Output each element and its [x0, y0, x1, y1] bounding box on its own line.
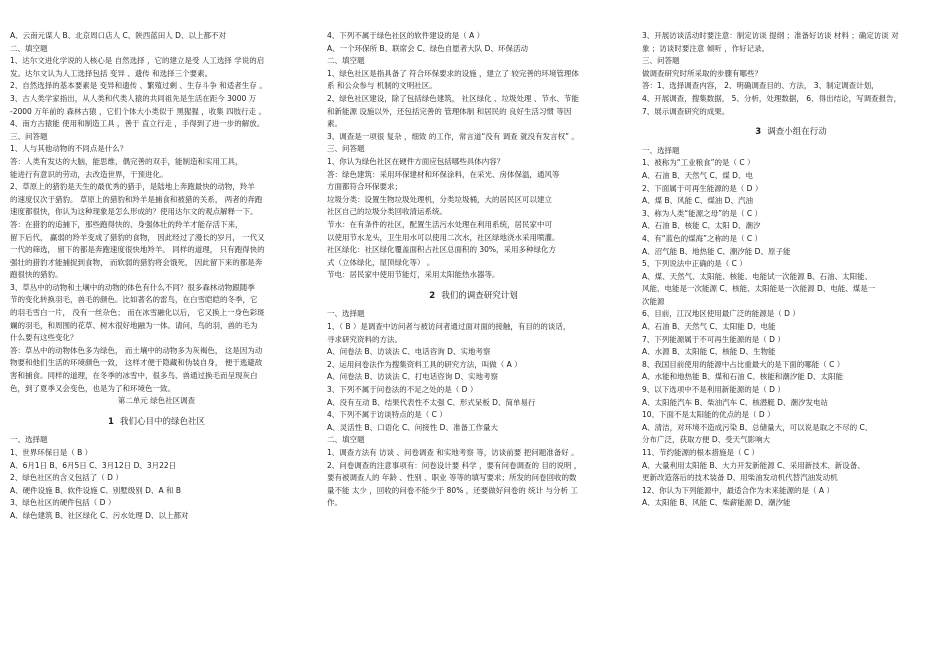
text-line: 3、开展访谈活动时要注意：制定访谈 提纲 ；准备好访谈 材料 ；确定访谈 对 [642, 31, 899, 40]
text-line: 象 ；访谈时要注意 倾听 ，作好记录。 [642, 43, 770, 53]
text-line: 1、世界环保日是（ B ） [10, 448, 93, 457]
text-line: 答：草丛中的动物体色多为绿色， 而土壤中的动物多为灰褐色， 这是因为动 [10, 345, 263, 355]
text-line: A、煤 B、风能 C、煤油 D、汽油 [642, 196, 753, 206]
text-line: 3、调查是一项很 复杂 ，细致 的工作，常言道“没有 调查 就没有发言权” 。 [327, 131, 579, 141]
text-line: A、6月1日 B、6月5日 C、3月12日 D、3月22日 [10, 460, 177, 470]
text-line: 6、目前，江汉地区使用最广泛的能源是（ D ） [642, 309, 800, 319]
text-line: 以使用节水龙头，卫生用水可以使用二次水，社区绿地浇水采用喷灌。 [327, 232, 560, 242]
section-title [327, 290, 620, 303]
text-line: 做调查研究时所采取的步骤有哪些？ [642, 68, 762, 78]
text-line: 节电：居民家中使用节能灯，采用太阳能热水器等。 [327, 270, 500, 280]
text-line: 节水：在有条件的社区，配置生活污水处理在利用系统，居民家中可 [327, 219, 552, 229]
text-line: A、一个环保所 B、联席会 C、绿色自愿者大队 D、环保活动 [327, 43, 528, 53]
text-line: 答：1、选择调查内容， 2、明确调查目的、方法， 3、制定调查计划， [642, 81, 879, 91]
text-line: A、水能和地热能 B、煤和石油 C、核能和潮汐能 D、太阳能 [642, 372, 843, 382]
text-line: 2、问卷调查的注意事项有：问卷设计要 科学 ，要有问卷调查的 目的说明 ， [327, 460, 582, 470]
text-line: 二、填空题 [327, 435, 365, 445]
text-line: 社区自己的垃圾分类回收清运系统。 [327, 207, 447, 217]
text-line: 垃圾分类：设置生物垃圾处理机，分类垃圾桶，大的居民区可以建立 [327, 194, 552, 204]
text-line: 8、我国目前使用的能源中占比重最大的是下面的哪能（ C ） [642, 359, 845, 369]
text-line: 1、达尔文进化学说的人核心是 自然选择 ，它的建立是受 人工选择 学说的启 [10, 56, 265, 66]
text-line: 三、问答题 [327, 144, 365, 154]
text-line: 一代的筛选， 留下的都是奔跑速度很快地羚羊。 同样的道理， 只有跑得快的 [10, 245, 265, 255]
text-line: A、硬件设施 B、软件设施 C、别墅级别 D、A 和 B [10, 485, 181, 495]
text-line: A、水源 B、太阳能 C、核能 D、生物能 [642, 347, 776, 357]
text-line: 1、（ B ）是调查中访问者与被访问者通过面对面的接触，有目的的谈话， [327, 322, 571, 332]
text-line: 作。 [327, 498, 342, 508]
text-line: 2、草原上的猎豹是天生的最优秀的猎手，是陆地上奔跑最快的动物，羚羊 [10, 182, 255, 192]
unit-heading: 第二单元 绿色社区调查 [117, 396, 196, 406]
text-line: 3、绿色社区的硬件包括（ D ） [10, 498, 116, 508]
column-middle [327, 30, 620, 510]
text-line: A、太阳能 B、风能 C、柴薪能源 D、潮汐能 [642, 498, 791, 508]
text-line: 1、被称为“工业粮食”的是（ C ） [642, 158, 755, 168]
text-line: 更新改造落后的技术装备 D、用柴油发动机代替汽油发动机 [642, 473, 838, 483]
section-title-text: 我们的调查研究计划 [441, 290, 518, 301]
text-line: 和新能源 设施以外，还包括完善的 管理体制 和居民的 良好生活习惯 等因 [327, 106, 572, 116]
text-line: 寻求研究资料的方法。 [327, 334, 402, 344]
text-line: 4、南方古猿能 使用和制造工具 ，善于 直立行走 ，手得到了进一步的解放。 [10, 119, 265, 129]
text-line: 三、问答题 [642, 56, 680, 66]
text-line: 3、下列不属于问卷法的不足之处的是（ D ） [327, 385, 478, 395]
text-line: 二、填空题 [327, 56, 365, 66]
text-line: 害和捕食。同样的道理，在冬季的冰雪中，很多鸟、兽通过换毛而呈现灰白 [10, 371, 258, 381]
text-line: 三、问答题 [10, 131, 48, 141]
text-line: 12、你认为下列能源中，最适合作为未来能源的是（ A ） [642, 485, 834, 495]
text-line: 方面都符合环保要求； [327, 182, 402, 192]
section-title-text: 我们心目中的绿色社区 [119, 416, 205, 427]
column-right [642, 30, 940, 510]
text-line: 的羽毛雪白一片， 没有一丝杂色； 而在冰雪融化以后， 它又换上一身色彩斑 [10, 308, 265, 318]
text-line: A、石油 B、天然气 C、煤 D、电 [642, 170, 753, 180]
text-line: 5、下列说法中正确的是（ C ） [642, 259, 747, 269]
text-line: 能进行有意识的劳动，去改造世界，干预进化。 [10, 169, 168, 179]
text-line: 2、绿色社区的含义包括了（ D ） [10, 473, 123, 483]
text-line: 4、开展调查，搜集数据， 5、分析，处理数据， 6、得出结论，写调查报告， [642, 93, 902, 103]
text-line: 2、自然选择的基本要素是 变异和遗传 、繁殖过剩 、生存斗争 和适者生存 。 [10, 81, 267, 91]
text-line: 1、你认为绿色社区在硬件方面应包括哪些具体内容？ [327, 156, 505, 166]
text-line: 素。 [327, 119, 342, 129]
text-line: 速度都很快，你认为这种现象是怎么形成的？使用达尔文的观点解释一下。 [10, 207, 258, 217]
text-line: 4、有“蓝色的煤海”之称的是（ C ） [642, 233, 763, 243]
text-line: 发。达尔文认为人工选择包括 变异 、遗传 和选择三个要素。 [10, 68, 213, 78]
text-line: 1、绿色社区是指具备了 符合环保要求的设施 ，建立了 较完善的环境管理体 [327, 68, 579, 78]
text-line: 一、选择题 [10, 435, 48, 445]
text-line: A、石油 B、核能 C、太阳 D、潮汐 [642, 221, 761, 231]
text-line: 答：绿色建筑：采用环保建材和环保涂料，在采光、房体保温，通风等 [327, 169, 560, 179]
text-line: A、石油 B、天然气 C、太阳能 D、电能 [642, 322, 776, 332]
text-line: 节的变化转换羽毛，兽毛的颜色。比如著名的雷鸟，在白雪皑皑的冬季，它 [10, 295, 258, 305]
text-line: 分布广泛，获取方便 D、受天气影响大 [642, 435, 771, 445]
text-line: 式（立体绿化，屋顶绿化等） 。 [327, 257, 435, 267]
text-line: 3、古人类学家指出，从人类和代类人猿的共同祖先是生活在距今 3000 万 [10, 93, 257, 103]
text-line: 二、填空题 [10, 43, 48, 53]
text-line: A、问卷法 B、访谈法 C、打电话咨询 D、实地考察 [327, 372, 498, 382]
text-line: A、煤、天然气、太阳能、核能、电能试一次能源 B、石油、太阳能、 [642, 271, 873, 281]
text-line: 4、下列不属于访谈特点的是（ C ） [327, 410, 447, 420]
section-number: 2 [429, 290, 436, 301]
section-title [642, 126, 940, 139]
text-line: A、没有互动 B、结果代表性不太强 C、形式呆板 D、简单易行 [327, 397, 536, 407]
text-line: 10、下面不是太阳能的优点的是（ D ） [642, 410, 775, 420]
text-line: 量不能 太少 ，回收的问卷不能少于 80% ，还要做好问卷的 统计 与分析 工 [327, 485, 578, 495]
text-line: 一、选择题 [642, 145, 680, 155]
text-line: 答：人类有发达的大脑，能思维，偶完善的双手，能制造和实用工具， [10, 156, 243, 166]
text-line: 7、下列能源属于不可再生能源的是（ D ） [642, 334, 785, 344]
text-line: 9、以下选项中不是利用新能源的是（ D ） [642, 385, 785, 395]
text-line: A、清洁，对环境不造成污染 B、总储量大，可以说是取之不尽的 C、 [642, 422, 873, 432]
text-line: 跑很快的猎豹。 [10, 270, 63, 280]
text-line: 1、人与其他动物的不同点是什么？ [10, 144, 128, 154]
text-line: 物要和他们生活的环境颜色一致， 这样才便于隐藏和伪装自身， 便于逃避敌 [10, 358, 263, 368]
section-title [10, 416, 303, 429]
text-line: 2、运用问卷法作为搜集资料工具的研究方法，叫做（ A ） [327, 359, 522, 369]
text-line: 系 和公众参与 机制的文明社区。 [327, 81, 437, 91]
text-line: A、大量利用太阳能 B、大力开发新能源 C、采用新技术、新设备、 [642, 460, 865, 470]
text-line: A、绿色建筑 B、社区绿化 C、污水处理 D、以上都对 [10, 510, 189, 520]
text-line: 答：在猎豹的追捕下，那些跑得快的、身强体壮的羚羊才能存活下来， [10, 219, 243, 229]
text-line: 1、调查方法有 访谈 、问卷调查 和实地考察 等，访谈前要 把问题准备好 。 [327, 448, 579, 457]
text-line: 次能源 [642, 296, 665, 306]
text-line: A、太阳能汽车 B、柴油汽车 C、核潜艇 D、潮汐发电站 [642, 397, 828, 407]
text-line: 留下后代， 赢弱的羚羊变成了猎豹的食物， 因此经过了漫长的岁月， 一代又 [10, 232, 265, 242]
text-line: 4、下列不属于绿色社区的软件建设的是（ A ） [327, 31, 485, 40]
text-line: 11、节约能源的根本措施是（ C ） [642, 448, 760, 457]
text-line: 社区绿化：社区绿化覆盖面积占社区总面积的 30%，采用多种绿化方 [327, 245, 557, 255]
text-line: 一、选择题 [327, 309, 365, 319]
column-left [10, 30, 303, 523]
text-line: 风能、电能是一次能源 C、核能、太阳能是一次能源 D、电能、煤是一 [642, 284, 876, 294]
text-line: A、云南元谋人 B、北京周口店人 C、陕西蓝田人 D、以上都不对 [10, 31, 226, 40]
text-line: A、灵活性 B、口语化 C、问接性 D、准备工作量大 [327, 422, 498, 432]
section-title-text: 调查小组在行动 [767, 127, 827, 138]
text-line: 3、草丛中的动物和土壤中的动物的体色有什么不同？很多森林动物跟随季 [10, 282, 255, 292]
text-line: 斓的羽毛，和周围的花草、树木很好地融为一体。请问，鸟的羽，兽的毛为 [10, 320, 258, 330]
text-line: 要有被调查人的 年龄 、性别 、职业 等等的填写要求；所发的问卷回收的数 [327, 473, 577, 483]
text-line: A、沼气能 B、地热能 C、潮汐能 D、原子能 [642, 246, 791, 256]
text-line: 强壮的猎豹才能捕捉到食物， 而软弱的猎豹将会饿死， 因此留下来的都是奔 [10, 257, 263, 267]
text-line: -2000 万年前的 森林古猿 ，它们个体大小类似于 黑猩猩 ，收集 四肢行走 。 [10, 106, 266, 116]
section-number: 1 [108, 416, 114, 427]
text-line: 2、绿色社区建设，除了包括绿色建筑， 社区绿化 、垃圾处理 、节水、节能 [327, 93, 579, 103]
text-line: A、问卷法 B、访谈法 C、电话咨询 D、实地考察 [327, 347, 491, 357]
text-line: 7、展示调查研究的成果。 [642, 106, 730, 116]
text-line: 色，到了夏季又会变色，也是为了和环境色一致。 [10, 383, 175, 393]
text-line: 什么要有这些变化？ [10, 333, 78, 343]
text-line: 的速度仅次于猎豹。 草原上的猎豹和羚羊是捕食和被猎的关系， 两者的奔跑 [10, 194, 263, 204]
text-line: 2、下面属于可再生能源的是（ D ） [642, 183, 763, 193]
section-number: 3 [755, 127, 762, 138]
text-line: 3、称为人类“能源之母”的是（ C ） [642, 208, 763, 218]
